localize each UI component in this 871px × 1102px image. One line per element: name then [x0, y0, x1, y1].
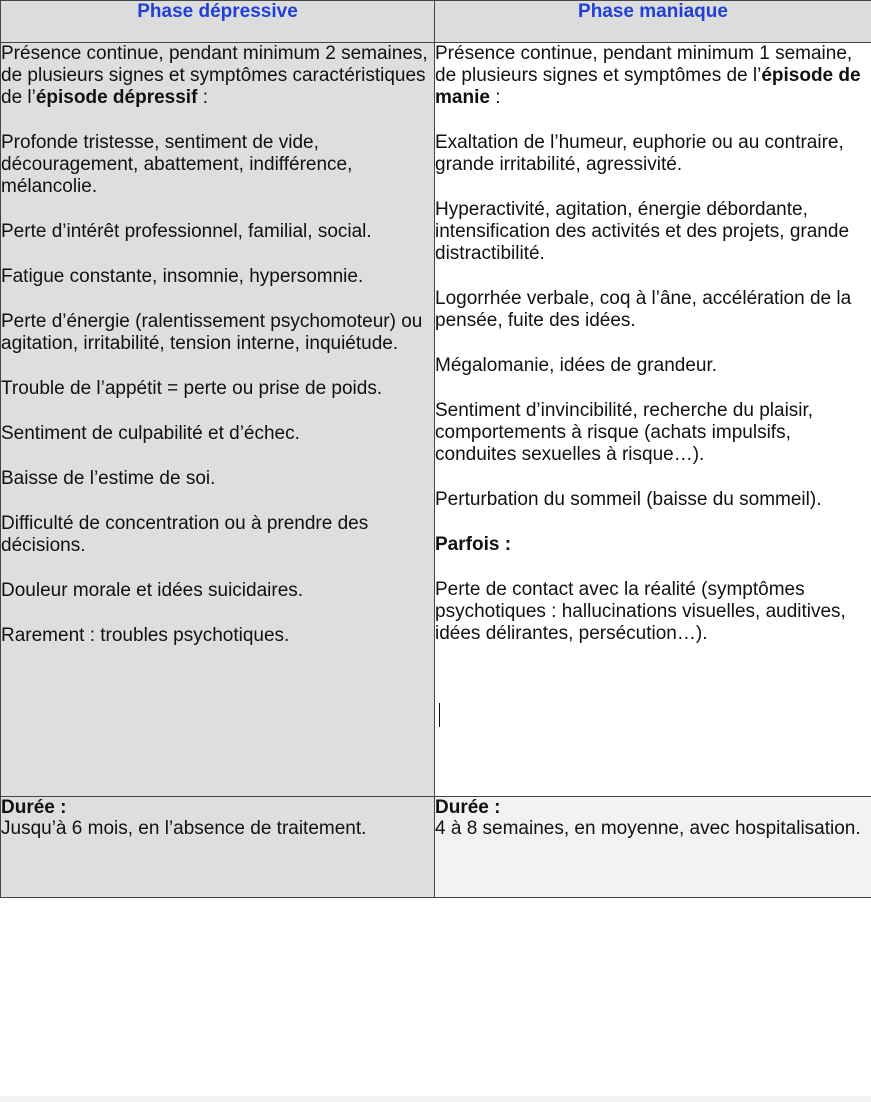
- manic-sometimes-text: Perte de contact avec la réalité (symptômes psychotiques : hallucinations visuelles, auditives, idées délirantes, persécution…).: [435, 579, 846, 644]
- manic-symptom: Logorrhée verbale, coq à l’âne, accélération de la pensée, fuite des idées.: [435, 288, 852, 331]
- manic-duration-cell: [435, 797, 871, 898]
- manic-symptom: Exaltation de l’humeur, euphorie ou au contraire, grande irritabilité, agressivité.: [435, 132, 844, 175]
- depressive-intro-end: :: [197, 87, 208, 108]
- depressive-cell: [1, 43, 435, 797]
- depressive-symptom: Perte d’énergie (ralentissement psychomoteur) ou agitation, irritabilité, tension interne, inquiétude.: [1, 311, 423, 354]
- manic-intro-end: :: [489, 87, 501, 108]
- manic-symptom: Hyperactivité, agitation, énergie débordante, intensification des activités et des projets, grande distractibilité.: [435, 199, 850, 264]
- depressive-symptom: Profonde tristesse, sentiment de vide, découragement, abattement, indifférence, mélancolie.: [1, 132, 353, 197]
- duration-row: [1, 797, 871, 898]
- manic-symptom: Mégalomanie, idées de grandeur.: [435, 355, 718, 376]
- manic-symptom: Perturbation du sommeil (baisse du sommeil).: [435, 489, 822, 510]
- depressive-symptom: Difficulté de concentration ou à prendre des décisions.: [1, 513, 369, 556]
- depressive-symptom: Douleur morale et idées suicidaires.: [1, 580, 304, 601]
- symptoms-row: [1, 43, 871, 797]
- manic-cell[interactable]: [435, 43, 871, 797]
- text-cursor: [439, 703, 440, 727]
- depressive-duration-text: Jusqu’à 6 mois, en l’absence de traitement.: [1, 818, 367, 839]
- depressive-intro: [1, 43, 434, 109]
- depressive-duration-cell: [1, 797, 435, 898]
- manic-intro: [435, 43, 871, 109]
- manic-intro-bold: épisode de manie: [435, 65, 861, 108]
- header-depressive: Phase dépressive: [1, 1, 435, 43]
- depressive-symptom: Sentiment de culpabilité et d’échec.: [1, 423, 300, 444]
- depressive-symptom: Baisse de l’estime de soi.: [1, 468, 216, 489]
- depressive-intro-text: Présence continue, pendant minimum 2 semaines, de plusieurs signes et symptômes caractéristiques de l’: [1, 43, 428, 108]
- header-manic: Phase maniaque: [435, 1, 871, 43]
- header-row: [1, 1, 871, 43]
- depressive-intro-bold: épisode dépressif: [35, 87, 198, 108]
- manic-intro-text: Présence continue, pendant minimum 1 semaine, de plusieurs signes et symptômes de l’: [435, 43, 853, 86]
- manic-duration-title: Durée :: [435, 797, 501, 818]
- manic-symptom: Sentiment d’invincibilité, recherche du plaisir, comportements à risque (achats impulsifs, conduites sexuelles à risque…).: [435, 400, 814, 465]
- page-bottom-band: [0, 1096, 871, 1102]
- depressive-symptom: Fatigue constante, insomnie, hypersomnie.: [1, 266, 364, 287]
- depressive-symptom: Rarement : troubles psychotiques.: [1, 625, 290, 646]
- manic-duration-text: 4 à 8 semaines, en moyenne, avec hospitalisation.: [435, 818, 861, 839]
- depressive-symptom: Trouble de l’appétit = perte ou prise de poids.: [1, 378, 383, 399]
- depressive-symptom: Perte d’intérêt professionnel, familial, social.: [1, 221, 372, 242]
- manic-sometimes-label: Parfois :: [435, 534, 512, 555]
- depressive-duration-title: Durée :: [1, 797, 67, 818]
